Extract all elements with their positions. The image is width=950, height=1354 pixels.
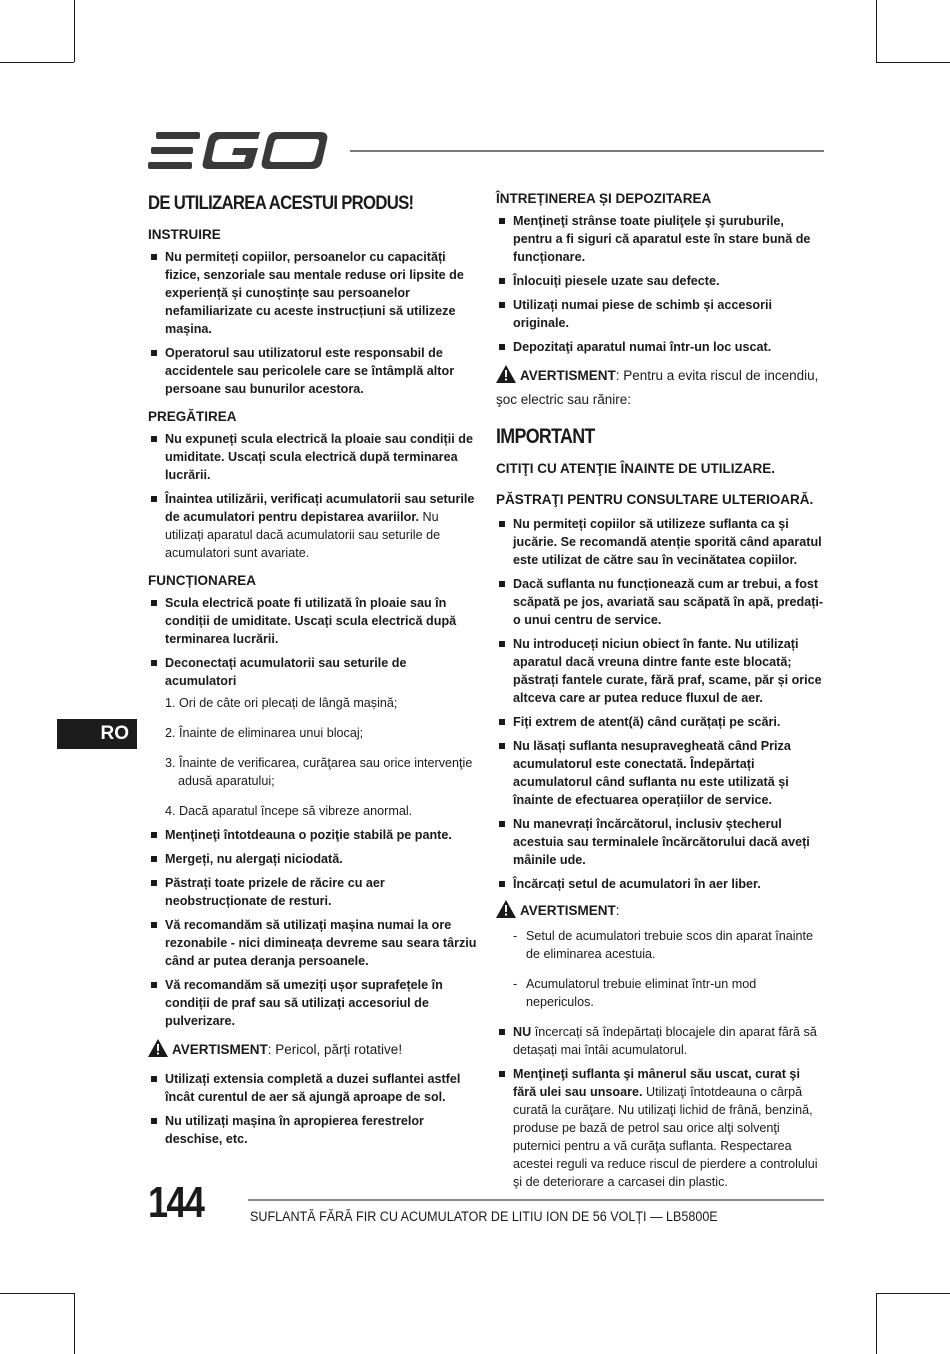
ego-logo <box>148 130 330 172</box>
read-notice: CITIŢI CU ATENŢIE ÎNAINTE DE UTILIZARE. <box>496 461 775 476</box>
list-item: Menţineţi întotdeauna o poziţie stabilă pe pante. <box>148 826 478 844</box>
list-item: Nu expuneți scula electrică la ploaie sau condiții de umiditate. Uscați scula electrică după terminarea lucrării. <box>148 430 478 484</box>
list-item-bold: NU <box>513 1025 532 1039</box>
list-item: Operatorul sau utilizatorul este responsabil de accidentele sau pericolele care se întâmplă altor persoane sau bunurilor acestora. <box>148 344 478 398</box>
list-item-text: încercați să îndepărtați blocajele din aparat fără să detașați mai întâi acumulatorul. <box>513 1025 817 1057</box>
list-item <box>496 1023 824 1059</box>
pregatirea-heading: PREGĂTIREA <box>148 409 237 424</box>
list-item-text: Nu utilizați aparatul dacă acumulatorii sau seturile de acumulatori sunt avariate. <box>165 510 441 560</box>
list-item: Dacă suflanta nu funcționează cum ar trebui, a fost scăpată pe jos, avariată sau scăpată în apă, predați-o unui centru de service. <box>496 575 824 629</box>
warning-triangle-icon <box>496 900 516 918</box>
crop-mark <box>876 62 950 63</box>
list-item-text: Utilizaţi întotdeauna o cârpă curată la curăţare. Nu utilizaţi lichid de frână, benzină, produse pe bază de petrol sau orice alţi solvenţi puternici pentru a vă curăţa suflanta. Respectarea acestei reguli va reduce riscul de pierdere a controlului şi de deteriorare a carcasei din plastic. <box>513 1085 818 1189</box>
list-item: Nu introduceți niciun obiect în fante. Nu utilizați aparatul dacă vreuna dintre fante este blocată; păstrați fantele curate, fără praf, scame, păr și orice altceva care ar putea reduce fluxul de aer. <box>496 635 824 707</box>
list-item: Utilizați numai piese de schimb și accesorii originale. <box>496 296 824 332</box>
list-item: Nu permiteți copiilor, persoanelor cu capacități fizice, senzoriale sau mentale reduse ori lipsite de experiență și cunoștințe sau persoanelor nefamiliarizate cu aceste instrucțiuni să utilizeze mașina. <box>148 248 478 338</box>
warning-battery <box>496 899 824 923</box>
list-item: Mergeți, nu alergați niciodată. <box>148 850 478 868</box>
crop-mark <box>0 1293 74 1294</box>
final-list <box>496 1023 824 1191</box>
list-item: Nu utilizați mașina în apropierea ferestrelor deschise, etc. <box>148 1112 478 1148</box>
warning-fire <box>496 364 824 412</box>
list-item: Vă recomandăm să utilizați mașina numai la ore rezonabile - nici dimineața devreme sau seara târziu când ar putea deranja persoanele. <box>148 916 478 970</box>
crop-mark <box>74 1293 75 1354</box>
warning-label: AVERTISMENT <box>520 368 616 383</box>
pregatirea-list <box>148 430 478 562</box>
crop-mark <box>0 62 74 63</box>
warning-text: : Pentru a evita riscul de incendiu, şoc electric sau rănire: <box>496 368 819 407</box>
maintenance-list <box>496 212 824 356</box>
crop-mark <box>74 0 75 62</box>
dash-item: - Setul de acumulatori trebuie scos din aparat înainte de eliminarea acestuia. <box>513 929 814 961</box>
warning-triangle-icon <box>148 1039 168 1057</box>
list-item <box>496 1065 824 1191</box>
footer-title: SUFLANTĂ FĂRĂ FIR CU ACUMULATOR DE LITIU ION DE 56 VOLȚI — LB5800E <box>250 1209 718 1224</box>
numbered-item: 4. Dacă aparatul începe să vibreze anormal. <box>165 804 413 818</box>
list-item: Nu lăsați suflanta nesupravegheată când Priza acumulatorul este conectată. Îndepărtați acumulatorul când suflanta nu este utilizată și înainte de efectuarea operațiilor de service. <box>496 737 824 809</box>
list-item: Păstrați toate prizele de răcire cu aer neobstrucționate de resturi. <box>148 874 478 910</box>
crop-mark <box>876 1293 950 1294</box>
instruire-list <box>148 248 478 398</box>
dash-item-text: Setul de acumulatori trebuie scos din aparat înainte de eliminarea acestuia. <box>526 929 814 961</box>
list-item: Scula electrică poate fi utilizată în ploaie sau în condiții de umiditate. Uscați scula electrică după terminarea lucrării. <box>148 594 478 648</box>
warning-label: AVERTISMENT <box>172 1042 268 1057</box>
list-item: Înlocuiți piesele uzate sau defecte. <box>496 272 824 290</box>
numbered-item: 1. Ori de câte ori plecați de lângă mașină; <box>165 696 398 710</box>
page-number: 144 <box>148 1178 204 1227</box>
list-item: Deconectați acumulatorii sau seturile de acumulatori <box>148 654 478 690</box>
list-item-bold: Înaintea utilizării, verificați acumulatorii sau seturile de acumulatori pentru depistarea avariilor. <box>165 492 475 524</box>
left-column <box>148 190 478 1154</box>
safety-list <box>496 515 824 893</box>
list-item: Menţineţi strânse toate piuliţele şi şuruburile, pentru a fi siguri că aparatul este în stare bună de funcționare. <box>496 212 824 266</box>
warning-text: : <box>615 903 620 918</box>
list-item: Utilizați extensia completă a duzei suflantei astfel încât curentul de aer să ajungă aproape de sol. <box>148 1070 478 1106</box>
dash-item: - Acumulatorul trebuie eliminat într-un mod nepericulos. <box>513 977 757 1009</box>
list-item <box>148 490 478 562</box>
functionarea-heading: FUNCȚIONAREA <box>148 573 256 588</box>
warning-triangle-icon <box>496 365 516 383</box>
numbered-list <box>148 694 478 820</box>
list-item: Încărcați setul de acumulatori în aer liber. <box>496 875 824 893</box>
header-rule <box>350 150 824 152</box>
instruire-heading: INSTRUIRE <box>148 227 221 242</box>
functionarea-list <box>148 594 478 690</box>
crop-mark <box>876 1293 877 1354</box>
maintenance-heading: ÎNTREȚINEREA ȘI DEPOZITAREA <box>496 191 712 206</box>
important-heading: IMPORTANT <box>496 425 595 448</box>
list-item-bold: Menţineţi suflanta şi mânerul său uscat, curat şi fără ulei sau unsoare. <box>513 1067 800 1099</box>
list-item: Nu permiteți copiilor să utilizeze suflanta ca și jucărie. Se recomandă atenție sporită când aparatul este utilizat de către sau în vecinătatea copiilor. <box>496 515 824 569</box>
warning-label: AVERTISMENT <box>520 903 616 918</box>
final-list <box>148 1070 478 1148</box>
numbered-item: 3. Înainte de verificarea, curăţarea sau orice intervenţie adusă aparatului; <box>165 756 473 788</box>
numbered-item: 2. Înainte de eliminarea unui blocaj; <box>165 726 364 740</box>
keep-notice: PĂSTRAŢI PENTRU CONSULTARE ULTERIOARĂ. <box>496 492 814 507</box>
footer-rule <box>248 1199 824 1201</box>
list-item: Nu manevrați încărcătorul, inclusiv ștecherul acestuia sau terminalele încărcătorului dacă aveți mâinile ude. <box>496 815 824 869</box>
warning-rotating-parts <box>148 1038 478 1062</box>
dash-list <box>496 927 824 1011</box>
language-tab: RO <box>57 719 137 749</box>
list-item: Depozitaţi aparatul numai într-un loc uscat. <box>496 338 824 356</box>
list-item: Vă recomandăm să umeziți ușor suprafețele în condiții de praf sau să utilizați accesoriul de pulverizare. <box>148 976 478 1030</box>
list-item: Fiți extrem de atent(ă) când curățați pe scări. <box>496 713 824 731</box>
functionarea-list-continued <box>148 826 478 1030</box>
warning-text: : Pericol, părți rotative! <box>267 1042 403 1057</box>
right-column <box>496 190 824 1197</box>
crop-mark <box>876 0 877 62</box>
dash-item-text: Acumulatorul trebuie eliminat într-un mod nepericulos. <box>526 977 757 1009</box>
section-title: DE UTILIZAREA ACESTUI PRODUS! <box>148 193 414 214</box>
